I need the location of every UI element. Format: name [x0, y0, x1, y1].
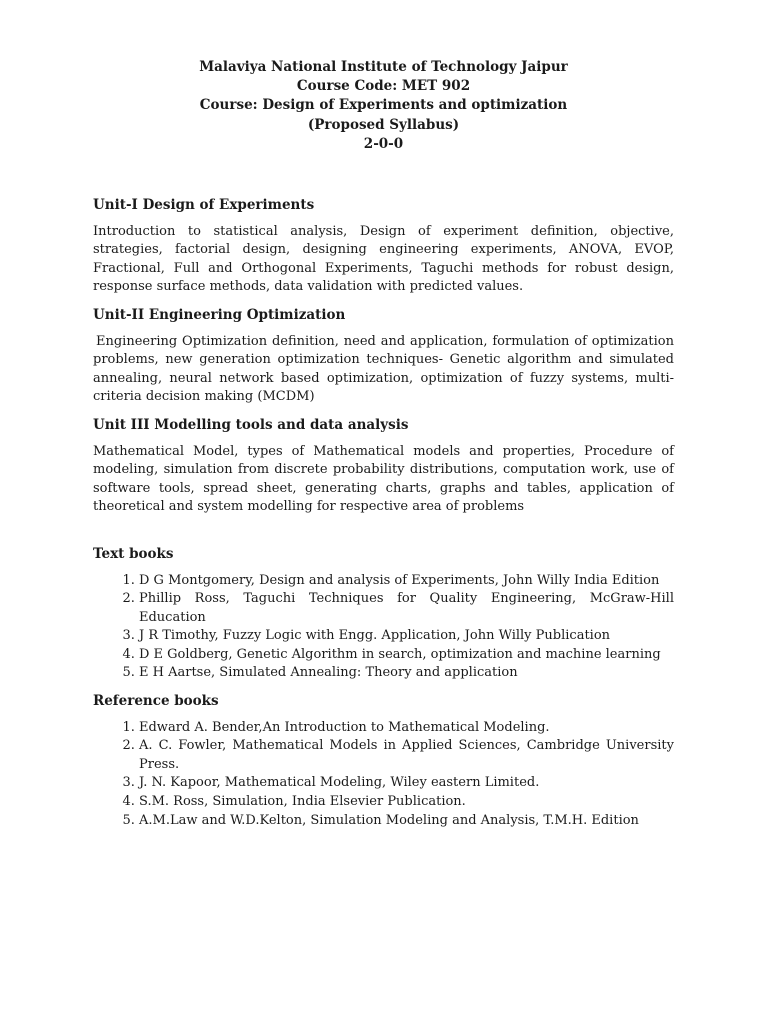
unit-2-body: Engineering Optimization definition, need and application, formulation of optimization problems, new generation optimization techniques- Genetic algorithm and simulated annealing, neural network based optimization, optimization of fuzzy systems, multi-criteria decision making (MCDM)	[93, 333, 674, 405]
list-item: 2. A. C. Fowler, Mathematical Models in Applied Sciences, Cambridge University Press.	[139, 737, 674, 774]
unit-3-body: Mathematical Model, types of Mathematical models and properties, Procedure of modeling, simulation from discrete probability distributions, computation work, use of software tools, spread sheet, generating charts, graphs and tables, application of theoretical and system modelling for respective area of problems	[93, 443, 674, 515]
text-books-heading: Text books	[93, 545, 174, 562]
proposed-syllabus-label: (Proposed Syllabus)	[307, 116, 460, 133]
credit-structure: 2-0-0	[363, 135, 404, 152]
list-item: 5. A.M.Law and W.D.Kelton, Simulation Modeling and Analysis, T.M.H. Edition	[139, 812, 674, 831]
unit-1-body: Introduction to statistical analysis, Design of experiment definition, objective, strategies, factorial design, designing engineering experiments, ANOVA, EVOP, Fractional, Full and Orthogonal Experiments, Taguchi methods for robust design, response surface methods, data validation with predicted values.	[93, 223, 674, 295]
syllabus-page	[93, 58, 674, 830]
list-item: 4. S.M. Ross, Simulation, India Elsevier Publication.	[139, 793, 674, 812]
reference-books-list	[93, 719, 674, 831]
list-item: 5. E H Aartse, Simulated Annealing: Theory and application	[139, 664, 674, 683]
list-item: 3. J. N. Kapoor, Mathematical Modeling, Wiley eastern Limited.	[139, 774, 674, 793]
reference-books-heading: Reference books	[93, 693, 219, 710]
list-item: 3. J R Timothy, Fuzzy Logic with Engg. Application, John Willy Publication	[139, 627, 674, 646]
course-title: Course: Design of Experiments and optimization	[199, 97, 568, 114]
unit-3-heading: Unit III Modelling tools and data analysis	[93, 416, 409, 433]
text-books-list	[93, 572, 674, 684]
institute-name: Malaviya National Institute of Technology Jaipur	[199, 59, 568, 75]
list-item: 1. D G Montgomery, Design and analysis of Experiments, John Willy India Edition	[139, 572, 674, 591]
unit-1-heading: Unit-I Design of Experiments	[93, 197, 315, 214]
unit-2-heading: Unit-II Engineering Optimization	[93, 306, 346, 323]
document-header	[93, 58, 674, 154]
list-item: 2. Phillip Ross, Taguchi Techniques for Quality Engineering, McGraw-Hill Education	[139, 590, 674, 627]
course-code: Course Code: MET 902	[296, 78, 471, 95]
list-item: 1. Edward A. Bender,An Introduction to Mathematical Modeling.	[139, 719, 674, 738]
list-item: 4. D E Goldberg, Genetic Algorithm in search, optimization and machine learning	[139, 646, 674, 665]
